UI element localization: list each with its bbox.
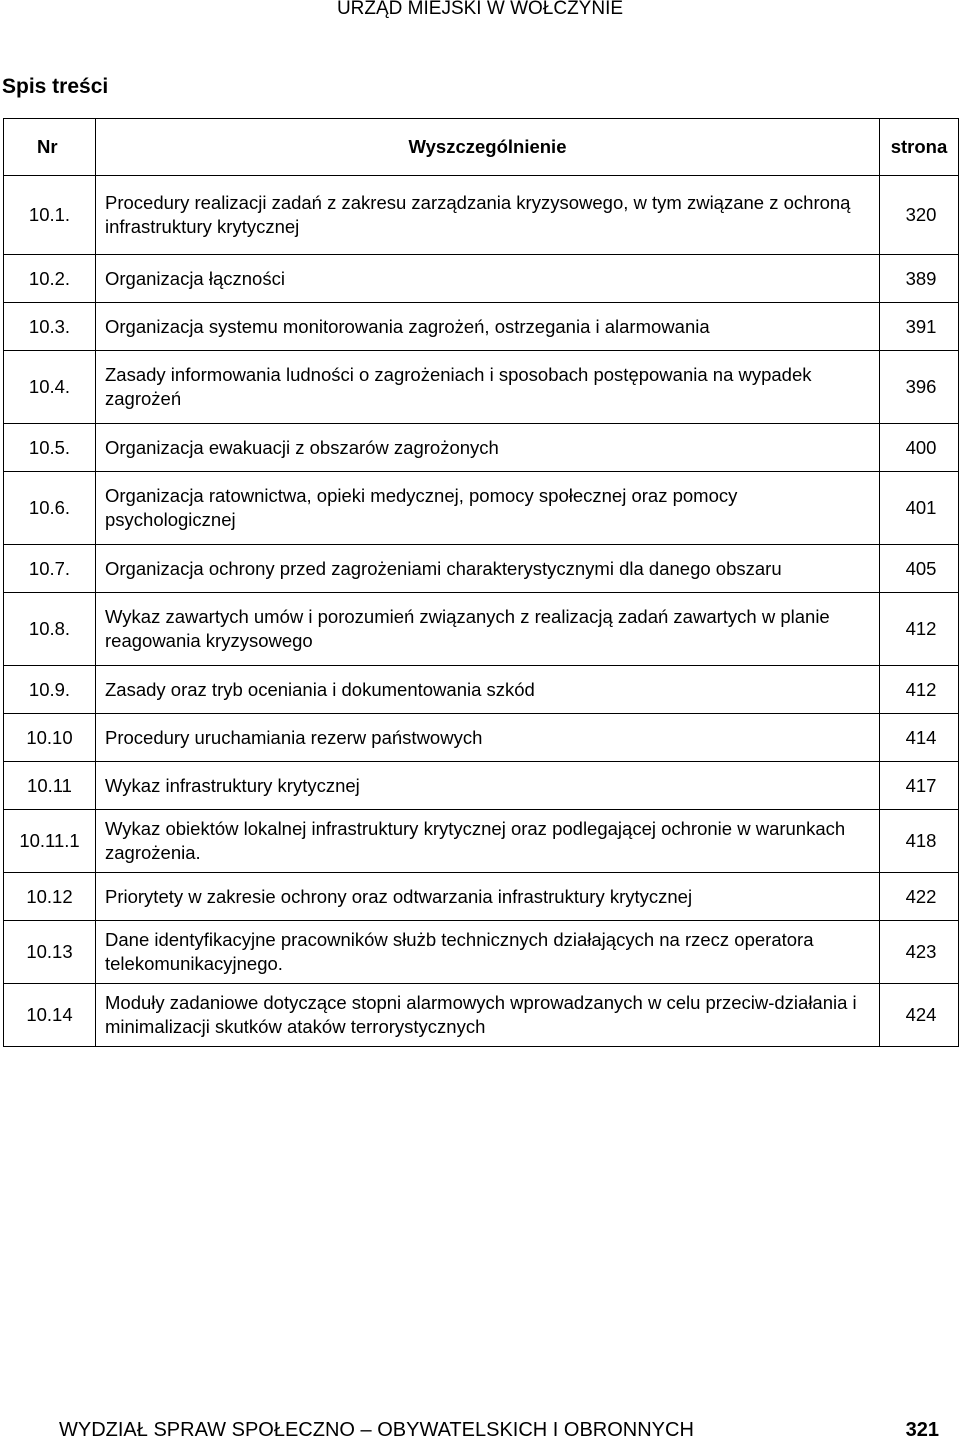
table-row xyxy=(4,984,959,1047)
row-description: Dane identyfikacyjne pracowników służb technicznych działających na rzecz operatora telekomunikacyjnego. xyxy=(96,921,880,984)
column-header-description: Wyszczególnienie xyxy=(96,119,880,176)
row-description: Wykaz obiektów lokalnej infrastruktury krytycznej oraz podlegającej ochronie w warunkach zagrożenia. xyxy=(96,810,880,873)
row-page: 423 xyxy=(880,921,959,984)
footer-page-number: 321 xyxy=(905,1419,939,1441)
column-header-nr: Nr xyxy=(4,119,96,176)
row-number: 10.1. xyxy=(4,176,96,255)
row-description: Wykaz zawartych umów i porozumień związanych z realizacją zadań zawartych w planie reagowania kryzysowego xyxy=(96,593,880,666)
table-row xyxy=(4,921,959,984)
row-number: 10.13 xyxy=(4,921,96,984)
row-number: 10.8. xyxy=(4,593,96,666)
row-description: Zasady oraz tryb oceniania i dokumentowania szkód xyxy=(96,666,880,714)
row-number: 10.14 xyxy=(4,984,96,1047)
row-description: Priorytety w zakresie ochrony oraz odtwarzania infrastruktury krytycznej xyxy=(96,873,880,921)
table-row xyxy=(4,545,959,593)
row-page: 396 xyxy=(880,351,959,424)
table-row xyxy=(4,810,959,873)
row-description: Procedury realizacji zadań z zakresu zarządzania kryzysowego, w tym związane z ochroną infrastruktury krytycznej xyxy=(96,176,880,255)
row-number: 10.11.1 xyxy=(4,810,96,873)
row-page: 320 xyxy=(880,176,959,255)
row-number: 10.7. xyxy=(4,545,96,593)
row-description: Moduły zadaniowe dotyczące stopni alarmowych wprowadzanych w celu przeciw-działania i minimalizacji skutków ataków terrorystycznych xyxy=(96,984,880,1047)
table-header-row xyxy=(4,119,959,176)
table-row xyxy=(4,176,959,255)
table-row xyxy=(4,424,959,472)
row-description: Organizacja ratownictwa, opieki medycznej, pomocy społecznej oraz pomocy psychologicznej xyxy=(96,472,880,545)
table-row xyxy=(4,666,959,714)
row-page: 400 xyxy=(880,424,959,472)
row-page: 412 xyxy=(880,666,959,714)
page-header: URZĄD MIEJSKI W WOŁCZYNIE xyxy=(336,0,624,19)
row-number: 10.12 xyxy=(4,873,96,921)
row-page: 414 xyxy=(880,714,959,762)
row-number: 10.10 xyxy=(4,714,96,762)
row-number: 10.2. xyxy=(4,255,96,303)
table-row xyxy=(4,351,959,424)
row-number: 10.4. xyxy=(4,351,96,424)
row-page: 417 xyxy=(880,762,959,810)
toc-title: Spis treści xyxy=(2,75,109,98)
row-page: 405 xyxy=(880,545,959,593)
row-number: 10.5. xyxy=(4,424,96,472)
table-row xyxy=(4,762,959,810)
footer-department: WYDZIAŁ SPRAW SPOŁECZNO – OBYWATELSKICH I OBRONNYCH xyxy=(59,1419,694,1441)
row-number: 10.6. xyxy=(4,472,96,545)
row-page: 422 xyxy=(880,873,959,921)
table-row xyxy=(4,593,959,666)
table-row xyxy=(4,303,959,351)
row-description: Organizacja łączności xyxy=(96,255,880,303)
row-description: Procedury uruchamiania rezerw państwowych xyxy=(96,714,880,762)
row-page: 389 xyxy=(880,255,959,303)
row-number: 10.9. xyxy=(4,666,96,714)
table-row xyxy=(4,255,959,303)
row-page: 391 xyxy=(880,303,959,351)
row-number: 10.11 xyxy=(4,762,96,810)
row-page: 418 xyxy=(880,810,959,873)
row-page: 401 xyxy=(880,472,959,545)
table-row xyxy=(4,472,959,545)
row-description: Organizacja ewakuacji z obszarów zagrożonych xyxy=(96,424,880,472)
row-number: 10.3. xyxy=(4,303,96,351)
row-page: 412 xyxy=(880,593,959,666)
table-row xyxy=(4,714,959,762)
toc-table xyxy=(3,118,959,1047)
row-description: Organizacja systemu monitorowania zagrożeń, ostrzegania i alarmowania xyxy=(96,303,880,351)
row-description: Wykaz infrastruktury krytycznej xyxy=(96,762,880,810)
row-description: Zasady informowania ludności o zagrożeniach i sposobach postępowania na wypadek zagrożeń xyxy=(96,351,880,424)
column-header-page: strona xyxy=(880,119,959,176)
table-row xyxy=(4,873,959,921)
row-description: Organizacja ochrony przed zagrożeniami charakterystycznymi dla danego obszaru xyxy=(96,545,880,593)
row-page: 424 xyxy=(880,984,959,1047)
